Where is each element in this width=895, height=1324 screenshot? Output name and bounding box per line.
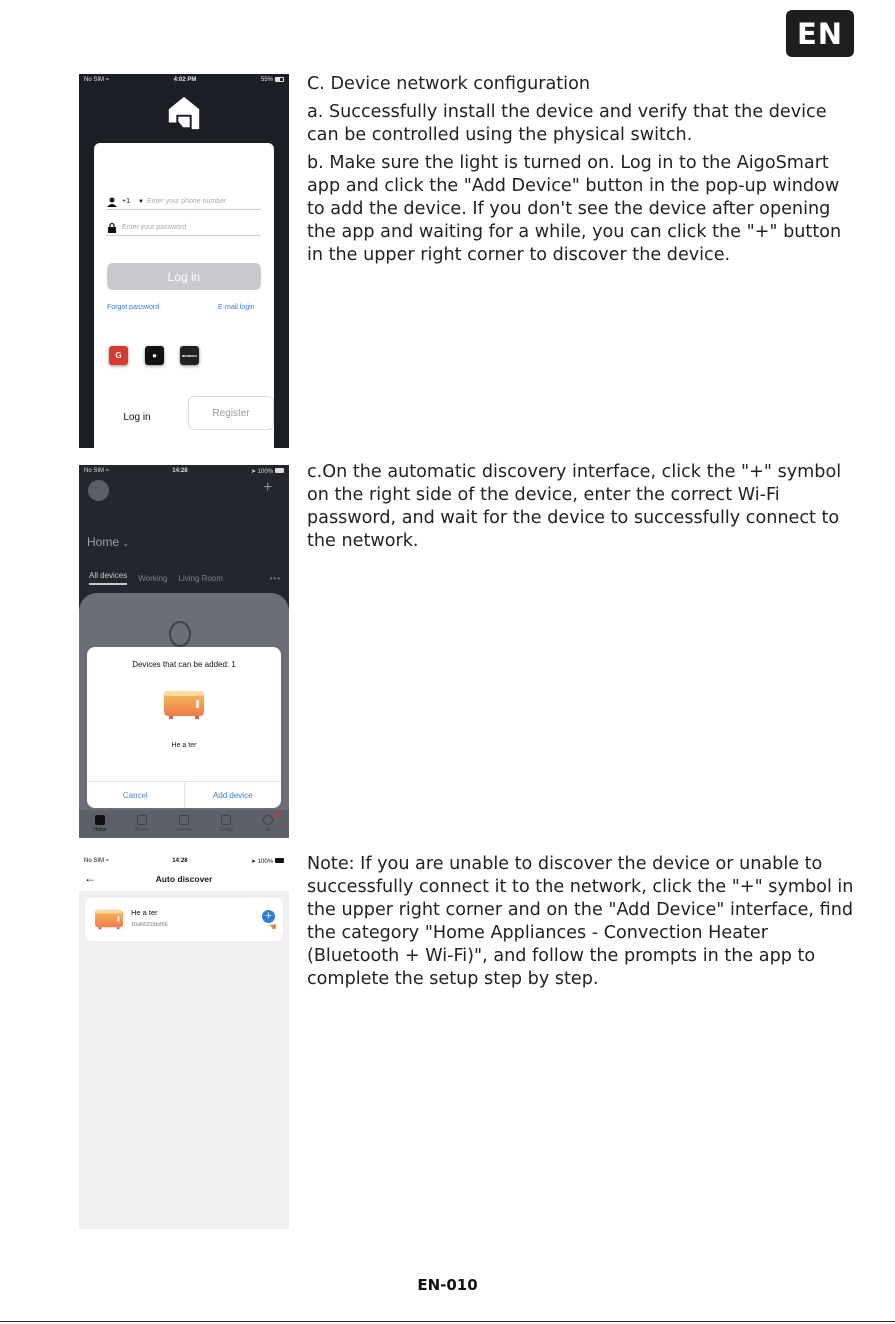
devices-dialog	[87, 647, 281, 808]
chevron-down-icon: ⌄	[122, 539, 130, 548]
wifi-icon: ≈	[105, 858, 109, 864]
add-plus-button[interactable]: +	[263, 479, 273, 496]
heater-icon	[94, 909, 124, 930]
login-button[interactable]: Log in	[107, 263, 261, 290]
notification-dot	[275, 813, 279, 817]
page-title: Auto discover	[79, 867, 289, 891]
more-icon[interactable]: •••	[269, 573, 281, 583]
status-bar	[79, 465, 289, 477]
profile-icon	[263, 815, 273, 825]
bulb-icon	[169, 621, 191, 647]
carrier-label: No SIM	[84, 858, 105, 864]
google-login-button[interactable]	[109, 346, 128, 365]
wifi-icon: ≈	[105, 77, 109, 83]
cancel-button[interactable]: Cancel	[87, 782, 185, 808]
status-bar	[79, 855, 289, 867]
section-network-configuration	[307, 73, 855, 272]
note-text: Note: If you are unable to discover the device or unable to successfully connect it to the network, click the "+" symbol in the upper right corner and on the "Add Device" interface, find the category "Home Appliances - Convection Heater (Bluetooth + Wi-Fi)", and follow the prompts in the app to complete the setup step by step.	[307, 854, 854, 989]
login-screenshot	[79, 74, 289, 448]
amazon-icon: amazon	[182, 353, 197, 358]
forgot-password-link[interactable]: Forgot password	[107, 304, 160, 311]
device-id: 10a56203bd56	[131, 922, 168, 928]
google-icon: G	[115, 351, 122, 360]
tab-all-devices[interactable]: All devices	[89, 571, 127, 585]
wifi-icon: ≈	[105, 468, 109, 474]
language-badge: EN	[786, 10, 854, 57]
lock-icon	[106, 223, 118, 233]
tabbar-label: Events	[176, 827, 192, 833]
country-code[interactable]: +1	[122, 198, 130, 205]
tabbar-events[interactable]	[163, 810, 205, 838]
add-device-plus-button[interactable]: +	[262, 910, 275, 923]
home-selector[interactable]	[87, 535, 129, 549]
tabbar-label: Home	[93, 827, 107, 833]
section-auto-discovery	[307, 461, 855, 558]
dialog-title: Devices that can be added: 1	[132, 660, 236, 669]
tab-working[interactable]: Working	[138, 573, 168, 583]
dialog-actions	[87, 781, 281, 808]
step-b-text: b. Make sure the light is turned on. Log in to the AigoSmart app and click the "Add Device" button in the pop-up window to add the device. If you don't see the device after opening the app and waiting for a while, you can click the "+" button in the upper right corner to discover the device.	[307, 153, 842, 265]
battery-label: 55%	[260, 77, 273, 84]
group-icon	[221, 815, 231, 825]
status-bar	[79, 74, 289, 86]
apple-icon: ●	[152, 351, 157, 360]
tabbar-label: Scene	[134, 827, 150, 833]
device-name: He a ter	[131, 908, 158, 917]
heater-icon	[163, 690, 205, 720]
step-c-text: c.On the automatic discovery interface, click the "+" symbol on the right side of the device, enter the correct Wi-Fi password, and wait for the device to successfully connect to the network.	[307, 462, 842, 551]
chevron-down-icon: ▼	[137, 198, 144, 205]
add-device-button[interactable]: Add device	[212, 790, 253, 800]
carrier-label: No SIM	[84, 77, 105, 83]
room-tabs	[89, 571, 281, 585]
status-time: 4:02 PM	[173, 77, 197, 83]
device-discovery-screenshot	[79, 465, 289, 838]
password-placeholder: Enter your password	[122, 224, 187, 231]
home-label: Home	[87, 535, 120, 549]
section-note	[307, 853, 855, 996]
tab-register[interactable]: Register	[188, 396, 274, 430]
status-time: 14:28	[172, 468, 188, 474]
section-heading: C. Device network configuration	[307, 74, 590, 94]
password-field[interactable]	[106, 220, 261, 236]
tab-login[interactable]: Log in	[94, 402, 180, 432]
tabbar-group[interactable]	[205, 810, 247, 838]
battery-icon	[275, 468, 284, 473]
footer-divider	[0, 1321, 895, 1322]
cube-icon	[137, 815, 147, 825]
tabbar-label: Me	[264, 827, 272, 833]
battery-icon	[275, 858, 284, 863]
apple-login-button[interactable]	[145, 346, 164, 365]
email-login-link[interactable]: E-mail login	[218, 304, 255, 311]
tab-living-room[interactable]: Living Room	[178, 573, 223, 583]
bottom-tabbar	[79, 810, 289, 838]
tabbar-label: Group	[219, 827, 233, 833]
back-arrow-icon[interactable]: ←	[84, 871, 96, 885]
step-a-text: a. Successfully install the device and verify that the device can be controlled using the physical switch.	[307, 102, 827, 145]
page-number: EN-010	[417, 1276, 478, 1294]
tabbar-scene[interactable]	[121, 810, 163, 838]
tabbar-me[interactable]	[247, 810, 289, 838]
battery-label: 100%	[257, 468, 273, 475]
carrier-label: No SIM	[84, 468, 105, 474]
tabbar-home[interactable]	[79, 810, 121, 838]
pointing-hand-icon: ☚	[268, 922, 277, 933]
events-icon	[179, 815, 189, 825]
battery-icon	[275, 77, 284, 82]
status-time: 14:28	[172, 858, 188, 864]
discovered-device-card[interactable]	[85, 898, 283, 941]
auto-discover-screenshot	[79, 855, 289, 1229]
device-name: He a ter	[171, 742, 197, 749]
user-icon	[106, 197, 118, 207]
location-icon: ➤	[250, 858, 256, 865]
avatar[interactable]	[88, 480, 109, 501]
amazon-login-button[interactable]	[180, 346, 199, 365]
phone-placeholder: Enter your phone number	[146, 198, 227, 205]
home-icon	[95, 815, 105, 825]
aigosmart-logo-icon	[165, 94, 203, 132]
location-icon: ➤	[250, 468, 256, 475]
battery-label: 100%	[257, 858, 273, 865]
phone-field[interactable]	[106, 194, 261, 210]
